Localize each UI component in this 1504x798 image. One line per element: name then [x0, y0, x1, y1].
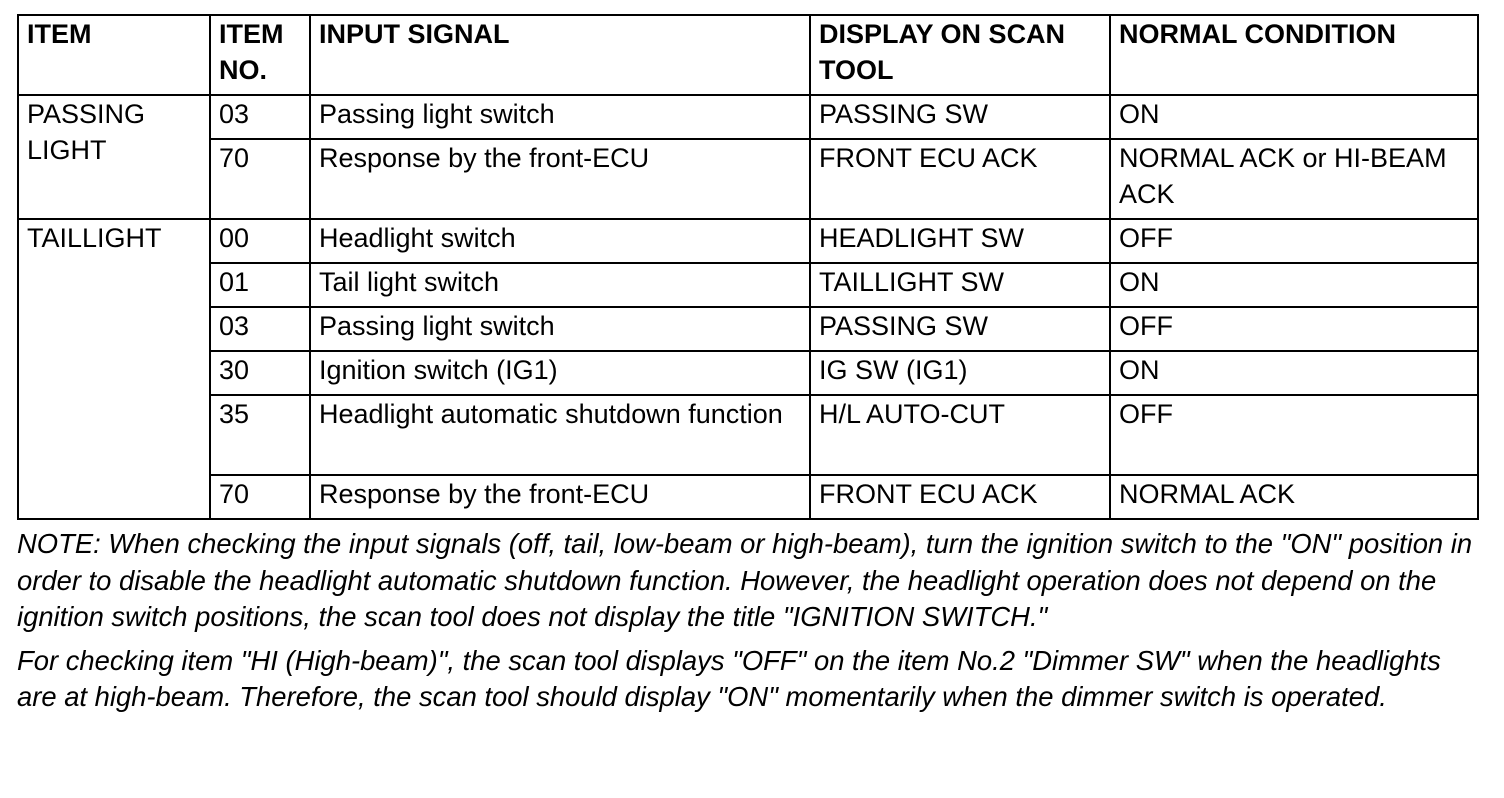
input-signal-cell: Response by the front-ECU	[310, 475, 810, 519]
normal-condition-cell: OFF	[1110, 307, 1478, 351]
table-row	[18, 219, 1478, 263]
item-no-cell: 00	[210, 219, 310, 263]
display-cell: H/L AUTO-CUT	[810, 395, 1110, 475]
normal-condition-cell: NORMAL ACK	[1110, 475, 1478, 519]
display-cell: FRONT ECU ACK	[810, 475, 1110, 519]
input-signal-cell: Response by the front-ECU	[310, 139, 810, 219]
item-no-cell: 70	[210, 139, 310, 219]
table-header-row	[18, 15, 1478, 95]
item-no-cell: 03	[210, 95, 310, 139]
item-no-cell: 01	[210, 263, 310, 307]
item-no-cell: 03	[210, 307, 310, 351]
display-cell: FRONT ECU ACK	[810, 139, 1110, 219]
input-signal-cell: Tail light switch	[310, 263, 810, 307]
header-input-signal: INPUT SIGNAL	[310, 15, 810, 95]
notes-section	[17, 526, 1479, 716]
item-passing-light: PASSING LIGHT	[18, 95, 210, 219]
table-row	[18, 263, 1478, 307]
table-row	[18, 395, 1478, 475]
header-item-no: ITEM NO.	[210, 15, 310, 95]
input-signal-cell: Passing light switch	[310, 95, 810, 139]
normal-condition-cell: ON	[1110, 351, 1478, 395]
item-no-cell: 30	[210, 351, 310, 395]
input-signal-cell: Ignition switch (IG1)	[310, 351, 810, 395]
note-paragraph: For checking item "HI (High-beam)", the scan tool displays "OFF" on the item No.2 "Dimmer SW" when the headlights are at high-beam. Therefore, the scan tool should display "ON" momentarily when the dimmer switch is operated.	[17, 644, 1441, 712]
item-no-cell: 35	[210, 395, 310, 475]
display-cell: PASSING SW	[810, 95, 1110, 139]
normal-condition-cell: ON	[1110, 263, 1478, 307]
normal-condition-cell: ON	[1110, 95, 1478, 139]
table-row	[18, 307, 1478, 351]
display-cell: IG SW (IG1)	[810, 351, 1110, 395]
display-cell: HEADLIGHT SW	[810, 219, 1110, 263]
table-row	[18, 95, 1478, 139]
item-taillight: TAILLIGHT	[18, 219, 210, 519]
header-display-on-scan-tool: DISPLAY ON SCAN TOOL	[810, 15, 1110, 95]
display-cell: TAILLIGHT SW	[810, 263, 1110, 307]
input-signal-cell: Passing light switch	[310, 307, 810, 351]
table-row	[18, 351, 1478, 395]
normal-condition-cell: OFF	[1110, 395, 1478, 475]
signal-check-table	[17, 14, 1479, 520]
item-no-cell: 70	[210, 475, 310, 519]
table-row	[18, 475, 1478, 519]
document-page	[17, 14, 1477, 723]
input-signal-cell: Headlight automatic shutdown function	[310, 395, 810, 475]
display-cell: PASSING SW	[810, 307, 1110, 351]
normal-condition-cell: OFF	[1110, 219, 1478, 263]
input-signal-cell: Headlight switch	[310, 219, 810, 263]
note-paragraph: NOTE: When checking the input signals (off, tail, low-beam or high-beam), turn the ignition switch to the "ON" position in order to disable the headlight automatic shutdown function. However, the headlight operation does not depend on the ignition switch positions, the scan tool does not display the title "IGNITION SWITCH."	[17, 528, 1473, 632]
header-item: ITEM	[18, 15, 210, 95]
header-normal-condition: NORMAL CONDITION	[1110, 15, 1478, 95]
normal-condition-cell: NORMAL ACK or HI-BEAM ACK	[1110, 139, 1478, 219]
table-row	[18, 139, 1478, 219]
